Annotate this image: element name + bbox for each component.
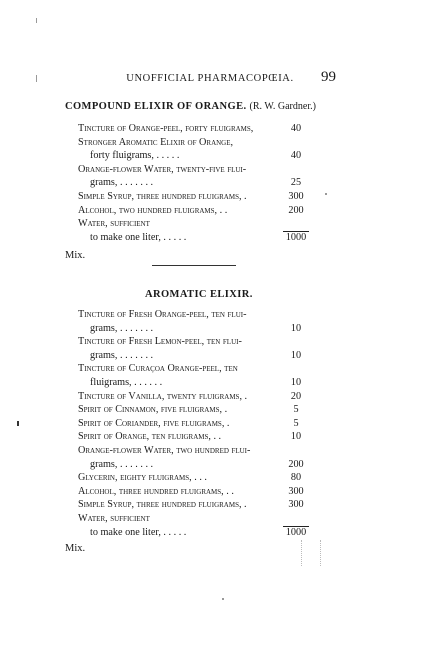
ingredient-text: Glycerin, eighty fluigrams, . . . — [78, 472, 207, 484]
ingredient-line — [78, 231, 310, 245]
ingredient-amount: 300 — [288, 499, 304, 511]
ingredient-amount: 40 — [290, 123, 302, 134]
ingredient-line — [78, 176, 310, 190]
recipe-ingredients-1 — [78, 122, 310, 244]
total-amount: 1000 — [282, 231, 310, 245]
ingredient-amount: 10 — [290, 431, 302, 443]
ingredient-amount: 20 — [290, 390, 302, 402]
ingredient-line — [78, 526, 310, 540]
mix-instruction: Mix. — [65, 250, 86, 261]
ingredient-amount: 5 — [293, 417, 299, 429]
ingredient-line — [78, 417, 310, 431]
scan-smudge — [301, 540, 321, 566]
ingredient-text: Orange-flower Water, twenty-five flui- — [78, 163, 247, 175]
ingredient-line — [78, 122, 310, 136]
ingredient-line — [78, 362, 310, 376]
recipe-attribution: (R. W. Gardner.) — [249, 101, 316, 112]
ingredient-text: grams, . . . . . . . — [90, 458, 154, 470]
running-head: UNOFFICIAL PHARMACOPŒIA. — [126, 73, 294, 84]
ingredient-text: Simple Syrup, three hundred fluigrams, . — [78, 499, 247, 511]
ingredient-line — [78, 308, 310, 322]
ingredient-text: Spirit of Cinnamon, five fluigrams, . — [78, 404, 228, 416]
ingredient-line — [78, 163, 310, 177]
ingredient-line — [78, 322, 310, 336]
scan-speck — [17, 421, 19, 426]
ingredient-amount: 300 — [288, 485, 304, 497]
ingredient-text: to make one liter, . . . . . — [90, 231, 187, 243]
mix-instruction: Mix. — [65, 543, 86, 554]
ingredient-line — [78, 403, 310, 417]
ingredient-amount: 40 — [290, 150, 302, 162]
ingredient-line — [78, 217, 310, 231]
scan-speck — [36, 18, 37, 23]
ingredient-text: Stronger Aromatic Elixir of Orange, — [78, 136, 234, 148]
ingredient-text: grams, . . . . . . . — [90, 349, 154, 361]
scan-speck — [325, 193, 327, 195]
ingredient-text: to make one liter, . . . . . — [90, 526, 187, 538]
page-number: 99 — [321, 69, 336, 85]
ingredient-text: Tincture of Orange-peel, forty fluigrams, — [78, 123, 254, 134]
recipe-title-compound-elixir-of-orange — [65, 101, 316, 112]
ingredient-line — [78, 498, 310, 512]
ingredient-text: Orange-flower Water, two hundred flui- — [78, 444, 251, 456]
section-divider — [152, 265, 236, 266]
ingredient-text: Tincture of Vanilla, twenty fluigrams, . — [78, 390, 248, 402]
ingredient-amount: 200 — [288, 204, 304, 216]
ingredient-line — [78, 458, 310, 472]
ingredient-text: Simple Syrup, three hundred fluigrams, . — [78, 190, 247, 202]
ingredient-line — [78, 335, 310, 349]
ingredient-line — [78, 136, 310, 150]
ingredient-line — [78, 471, 310, 485]
ingredient-text: fluigrams, . . . . . . — [90, 376, 163, 388]
ingredient-line — [78, 512, 310, 526]
ingredient-amount: 300 — [288, 190, 304, 202]
ingredient-line — [78, 485, 310, 499]
total-amount: 1000 — [282, 526, 310, 540]
ingredient-amount: 10 — [290, 349, 302, 361]
ingredient-text: Spirit of Coriander, five fluigrams, . — [78, 417, 230, 429]
ingredient-text: Water, sufficient — [78, 218, 150, 230]
recipe-title-aromatic-elixir — [145, 289, 253, 300]
ingredient-line — [78, 204, 310, 218]
ingredient-amount: 200 — [288, 458, 304, 470]
recipe-ingredients-2 — [78, 308, 310, 539]
ingredient-amount: 5 — [293, 404, 299, 416]
ingredient-line — [78, 376, 310, 390]
ingredient-text: grams, . . . . . . . — [90, 177, 154, 189]
ingredient-text: Spirit of Orange, ten fluigrams, . . — [78, 431, 222, 443]
ingredient-line — [78, 390, 310, 404]
ingredient-amount: 80 — [290, 472, 302, 484]
ingredient-amount: 10 — [290, 376, 302, 388]
ingredient-text: Water, sufficient — [78, 512, 150, 524]
ingredient-text: Alcohol, three hundred fluigrams, . . — [78, 485, 234, 497]
ingredient-line — [78, 349, 310, 363]
ingredient-line — [78, 430, 310, 444]
ingredient-line — [78, 444, 310, 458]
ingredient-text: Tincture of Fresh Lemon-peel, ten flui- — [78, 336, 242, 348]
ingredient-line — [78, 149, 310, 163]
scan-speck — [222, 598, 224, 600]
ingredient-text: Tincture of Curaçoa Orange-peel, ten — [78, 363, 238, 375]
ingredient-text: grams, . . . . . . . — [90, 322, 154, 334]
ingredient-line — [78, 190, 310, 204]
recipe-title-text: COMPOUND ELIXIR OF ORANGE. — [65, 101, 247, 112]
ingredient-text: forty fluigrams, . . . . . — [90, 150, 180, 162]
ingredient-amount: 10 — [290, 322, 302, 334]
ingredient-amount: 25 — [290, 177, 302, 189]
ingredient-text: Tincture of Fresh Orange-peel, ten flui- — [78, 309, 247, 320]
recipe-title-text: AROMATIC ELIXIR. — [145, 289, 253, 300]
ingredient-text: Alcohol, two hundred fluigrams, . . — [78, 204, 228, 216]
scan-speck — [36, 75, 37, 82]
